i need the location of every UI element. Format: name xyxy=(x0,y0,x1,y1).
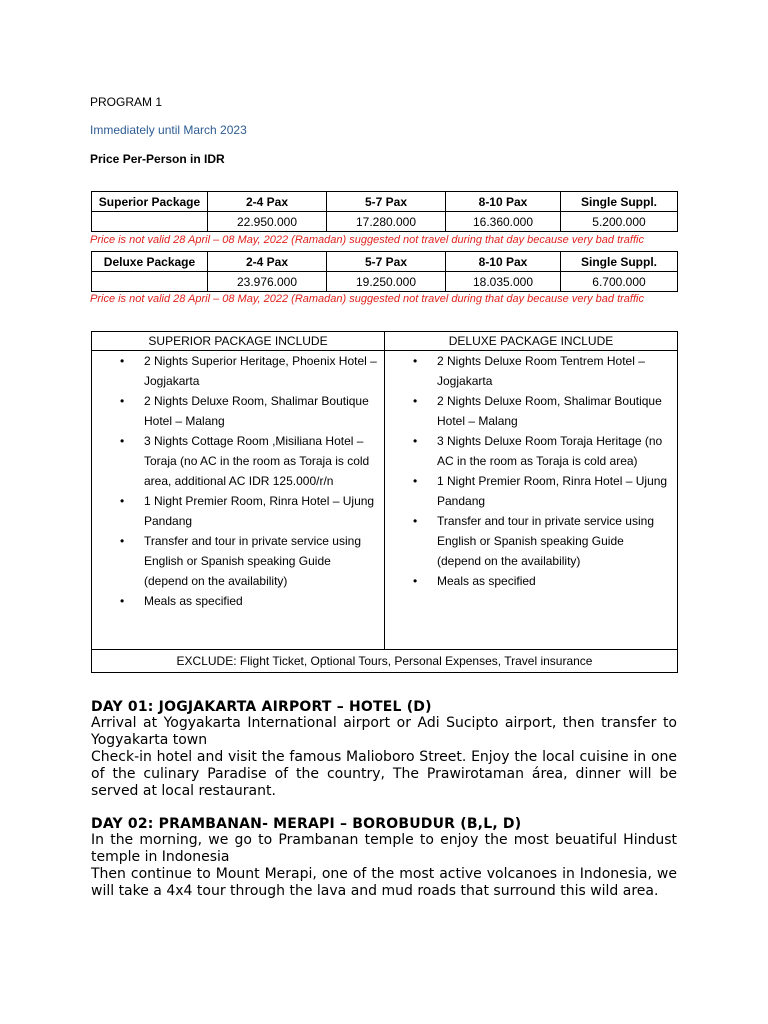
exclude-note: EXCLUDE: Flight Ticket, Optional Tours, Personal Expenses, Travel insurance xyxy=(92,650,678,673)
list-item: • 2 Nights Superior Heritage, Phoenix Hotel – Jogjakarta xyxy=(144,351,384,391)
list-item: • Transfer and tour in private service using English or Spanish speaking Guide (depend on the availability) xyxy=(144,531,384,591)
table-cell: 19.250.000 xyxy=(327,272,446,292)
day-title: DAY 02: PRAMBANAN- MERAPI – BOROBUDUR (B,L, D) xyxy=(91,816,522,832)
day-section xyxy=(91,699,677,800)
table-cell: 8-10 Pax xyxy=(446,252,561,272)
price-warning-note: Price is not valid 28 April – 08 May, 2022 (Ramadan) suggested not travel during that day because very bad traffic xyxy=(90,293,644,305)
list-item: • 2 Nights Deluxe Room, Shalimar Boutique Hotel – Malang xyxy=(437,391,677,431)
list-item: • 1 Night Premier Room, Rinra Hotel – Ujung Pandang xyxy=(437,471,677,511)
deluxe-include-list xyxy=(385,351,677,591)
table-row xyxy=(92,351,678,650)
deluxe-include-header: DELUXE PACKAGE INCLUDE xyxy=(385,332,678,351)
table-cell: 6.700.000 xyxy=(561,272,678,292)
table-cell: 8-10 Pax xyxy=(446,192,561,212)
table-cell: 5-7 Pax xyxy=(327,252,446,272)
table-row xyxy=(92,272,678,292)
table-cell: 16.360.000 xyxy=(446,212,561,232)
day-paragraph: Arrival at Yogyakarta International airport or Adi Sucipto airport, then transfer to Yogyakarta town xyxy=(91,715,677,748)
day-section xyxy=(91,816,677,900)
deluxe-include-cell xyxy=(385,351,678,650)
table-cell: Superior Package xyxy=(92,192,208,212)
table-row xyxy=(92,212,678,232)
table-cell: 17.280.000 xyxy=(327,212,446,232)
package-include-table xyxy=(91,331,678,673)
table-cell: 5-7 Pax xyxy=(327,192,446,212)
superior-include-header: SUPERIOR PACKAGE INCLUDE xyxy=(92,332,385,351)
day-title: DAY 01: JOGJAKARTA AIRPORT – HOTEL (D) xyxy=(91,699,432,715)
table-cell: Deluxe Package xyxy=(92,252,208,272)
superior-include-list xyxy=(92,351,384,611)
program-title: PROGRAM 1 xyxy=(90,95,163,109)
table-header-row xyxy=(92,192,678,212)
list-item: • 1 Night Premier Room, Rinra Hotel – Ujung Pandang xyxy=(144,491,384,531)
list-item: • 2 Nights Deluxe Room Tentrem Hotel – Jogjakarta xyxy=(437,351,677,391)
list-item: • Meals as specified xyxy=(144,591,384,611)
table-cell: 22.950.000 xyxy=(208,212,327,232)
list-item: • 3 Nights Cottage Room ,Misiliana Hotel – Toraja (no AC in the room as Toraja is cold area, additional AC IDR 125.000/r/n xyxy=(144,431,384,491)
superior-price-table xyxy=(91,191,678,232)
table-header-row xyxy=(92,332,678,351)
day-paragraph: Check-in hotel and visit the famous Malioboro Street. Enjoy the local cuisine in one of the culinary Paradise of the country, The Prawirotaman área, dinner will be served at local restaurant. xyxy=(91,749,677,799)
table-cell: Single Suppl. xyxy=(561,252,678,272)
superior-include-cell xyxy=(92,351,385,650)
table-cell: 5.200.000 xyxy=(561,212,678,232)
table-cell: 2-4 Pax xyxy=(208,192,327,212)
table-header-row xyxy=(92,252,678,272)
list-item: • 3 Nights Deluxe Room Toraja Heritage (no AC in the room as Toraja is cold area) xyxy=(437,431,677,471)
day-paragraph: In the morning, we go to Prambanan temple to enjoy the most beuatiful Hindust temple in Indonesia xyxy=(91,832,677,865)
table-cell: 18.035.000 xyxy=(446,272,561,292)
table-cell xyxy=(92,212,208,232)
list-item: • Transfer and tour in private service using English or Spanish speaking Guide (depend on the availability) xyxy=(437,511,677,571)
table-cell xyxy=(92,272,208,292)
table-cell: 23.976.000 xyxy=(208,272,327,292)
day-paragraph: Then continue to Mount Merapi, one of the most active volcanoes in Indonesia, we will take a 4x4 tour through the lava and mud roads that surround this wild area. xyxy=(91,866,677,899)
list-item: • 2 Nights Deluxe Room, Shalimar Boutique Hotel – Malang xyxy=(144,391,384,431)
table-cell: Single Suppl. xyxy=(561,192,678,212)
price-warning-note: Price is not valid 28 April – 08 May, 2022 (Ramadan) suggested not travel during that day because very bad traffic xyxy=(90,234,644,246)
price-heading: Price Per-Person in IDR xyxy=(90,152,225,166)
table-cell: 2-4 Pax xyxy=(208,252,327,272)
list-item: • Meals as specified xyxy=(437,571,677,591)
table-row xyxy=(92,650,678,673)
deluxe-price-table xyxy=(91,251,678,292)
validity-period: Immediately until March 2023 xyxy=(90,123,247,137)
